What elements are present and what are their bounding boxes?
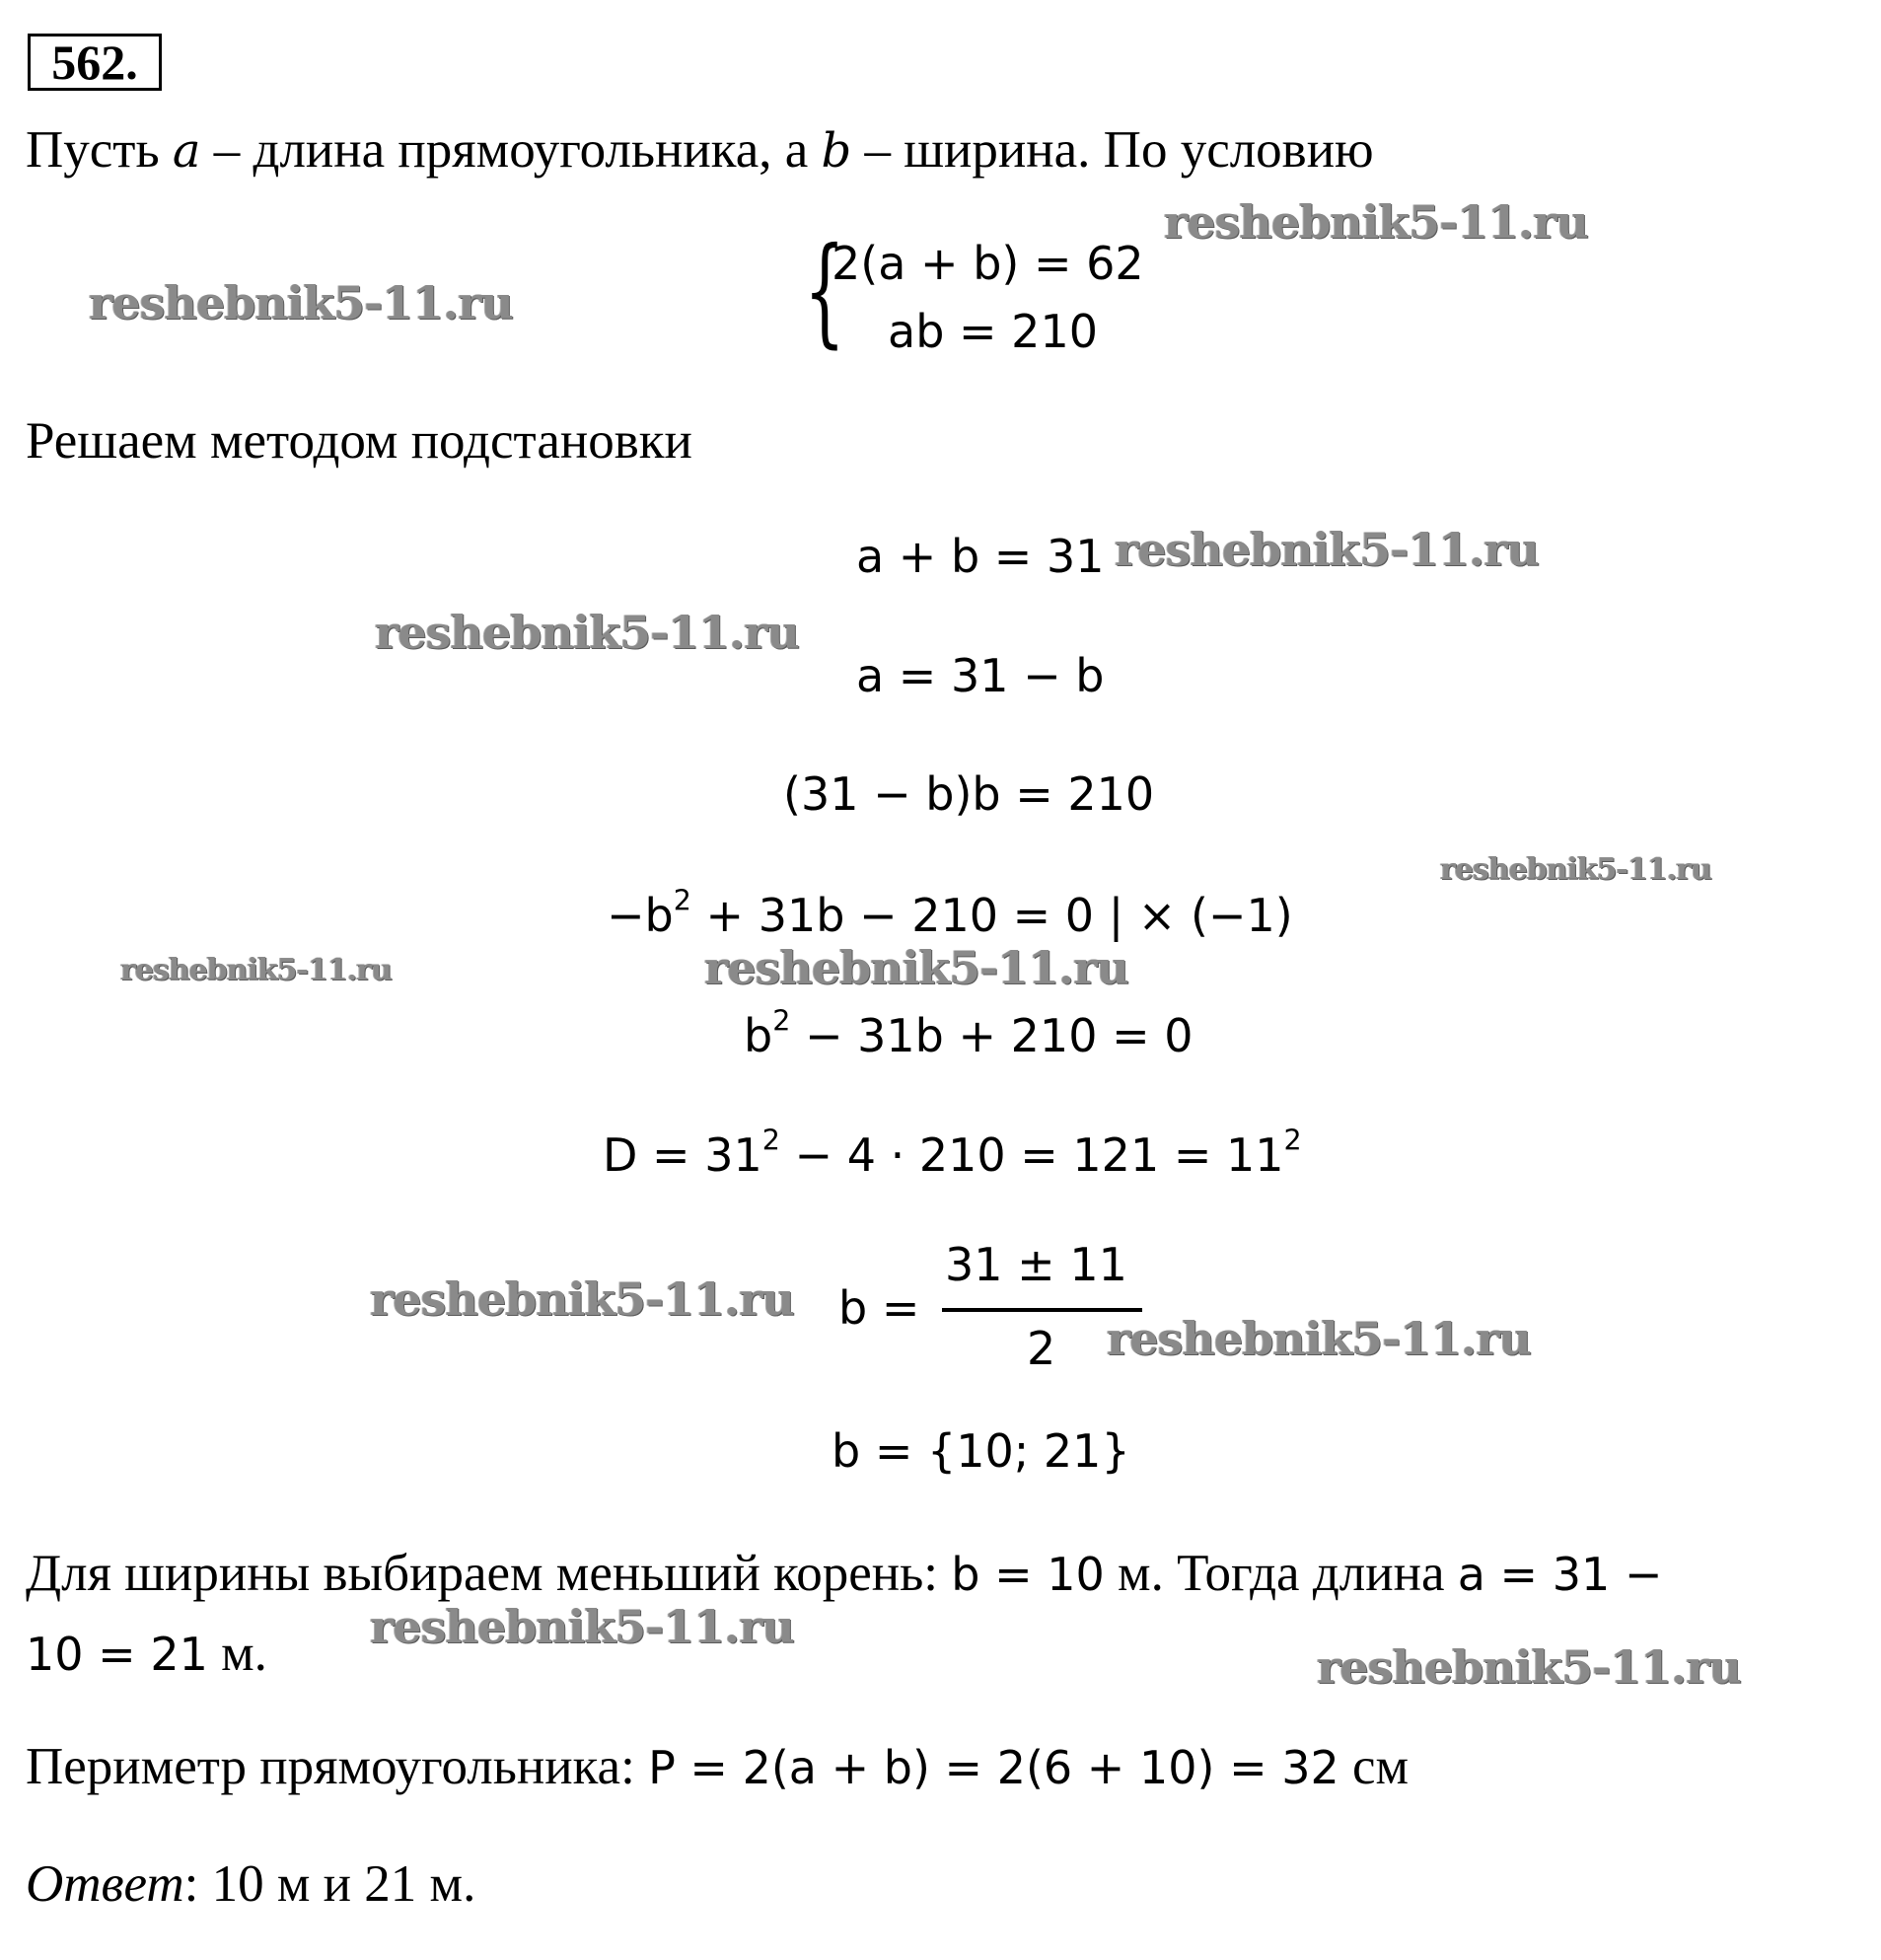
step-7-lhs: b = bbox=[838, 1281, 920, 1335]
step-6-b: − 4 · 210 = 121 = 11 bbox=[779, 1128, 1284, 1182]
step-4 bbox=[607, 884, 1293, 942]
system-eq2: ab = 210 bbox=[888, 305, 1098, 358]
watermark: reshebnik5-11.ru bbox=[1115, 523, 1539, 576]
system-eq1: 2(a + b) = 62 bbox=[832, 237, 1144, 290]
intro-text-3: – ширина. По условию bbox=[851, 121, 1374, 179]
watermark: reshebnik5-11.ru bbox=[370, 1600, 794, 1653]
perimeter-math: P = 2(a + b) = 2(6 + 10) = 32 bbox=[648, 1741, 1339, 1794]
step-5-post: − 31b + 210 = 0 bbox=[790, 1009, 1194, 1062]
intro-var-a: a bbox=[172, 123, 201, 179]
answer-text: 10 м и 21 м. bbox=[198, 1855, 476, 1913]
step-7-denominator: 2 bbox=[1027, 1322, 1056, 1375]
watermark: reshebnik5-11.ru bbox=[1440, 852, 1711, 887]
step-5-pre: b bbox=[744, 1009, 773, 1062]
step-1: a + b = 31 bbox=[856, 530, 1105, 583]
perimeter-unit: см bbox=[1338, 1738, 1410, 1795]
step-8: b = {10; 21} bbox=[832, 1424, 1130, 1478]
step-6 bbox=[603, 1124, 1302, 1182]
watermark: reshebnik5-11.ru bbox=[1317, 1640, 1741, 1694]
step-4-sup: 2 bbox=[673, 884, 691, 917]
conclusion-math-3: 10 = 21 bbox=[26, 1628, 208, 1681]
watermark: reshebnik5-11.ru bbox=[89, 276, 513, 329]
conclusion-text-2: м. Тогда длина bbox=[1104, 1545, 1458, 1602]
perimeter-line bbox=[26, 1738, 1410, 1795]
step-2: a = 31 − b bbox=[856, 649, 1105, 702]
conclusion-line-2 bbox=[26, 1625, 267, 1682]
watermark: reshebnik5-11.ru bbox=[1164, 195, 1588, 249]
step-3: (31 − b)b = 210 bbox=[783, 767, 1155, 821]
intro-text-2: – длина прямоугольника, а bbox=[200, 121, 822, 179]
step-4-post: + 31b − 210 = 0 | × (−1) bbox=[690, 889, 1293, 942]
step-5-sup: 2 bbox=[772, 1004, 791, 1038]
intro-text-1: Пусть bbox=[26, 121, 173, 179]
intro-var-b: b bbox=[821, 123, 852, 179]
conclusion-text-3: м. bbox=[207, 1625, 267, 1682]
conclusion-text-1: Для ширины выбираем меньший корень: bbox=[26, 1545, 952, 1602]
step-7-numerator: 31 ± 11 bbox=[945, 1238, 1127, 1291]
answer-colon: : bbox=[183, 1855, 199, 1913]
watermark: reshebnik5-11.ru bbox=[704, 941, 1128, 994]
conclusion-line-1 bbox=[26, 1545, 1663, 1602]
answer-label: Ответ bbox=[26, 1855, 184, 1913]
watermark: reshebnik5-11.ru bbox=[375, 606, 799, 659]
intro-line bbox=[26, 121, 1374, 179]
step-6-a: D = 31 bbox=[603, 1128, 762, 1182]
watermark: reshebnik5-11.ru bbox=[370, 1272, 794, 1326]
watermark: reshebnik5-11.ru bbox=[1107, 1312, 1531, 1365]
step-4-pre: −b bbox=[607, 889, 674, 942]
perimeter-text: Периметр прямоугольника: bbox=[26, 1738, 649, 1795]
step-5 bbox=[744, 1004, 1194, 1062]
answer-line bbox=[26, 1855, 476, 1913]
conclusion-math-1: b = 10 bbox=[951, 1548, 1105, 1601]
method-text: Решаем методом подстановки bbox=[26, 412, 692, 470]
problem-number: 562. bbox=[28, 34, 162, 91]
watermark: reshebnik5-11.ru bbox=[120, 953, 392, 987]
conclusion-math-2: a = 31 − bbox=[1457, 1548, 1663, 1601]
step-6-sup2: 2 bbox=[1283, 1124, 1302, 1157]
system-brace: { bbox=[804, 223, 845, 360]
step-6-sup1: 2 bbox=[761, 1124, 780, 1157]
